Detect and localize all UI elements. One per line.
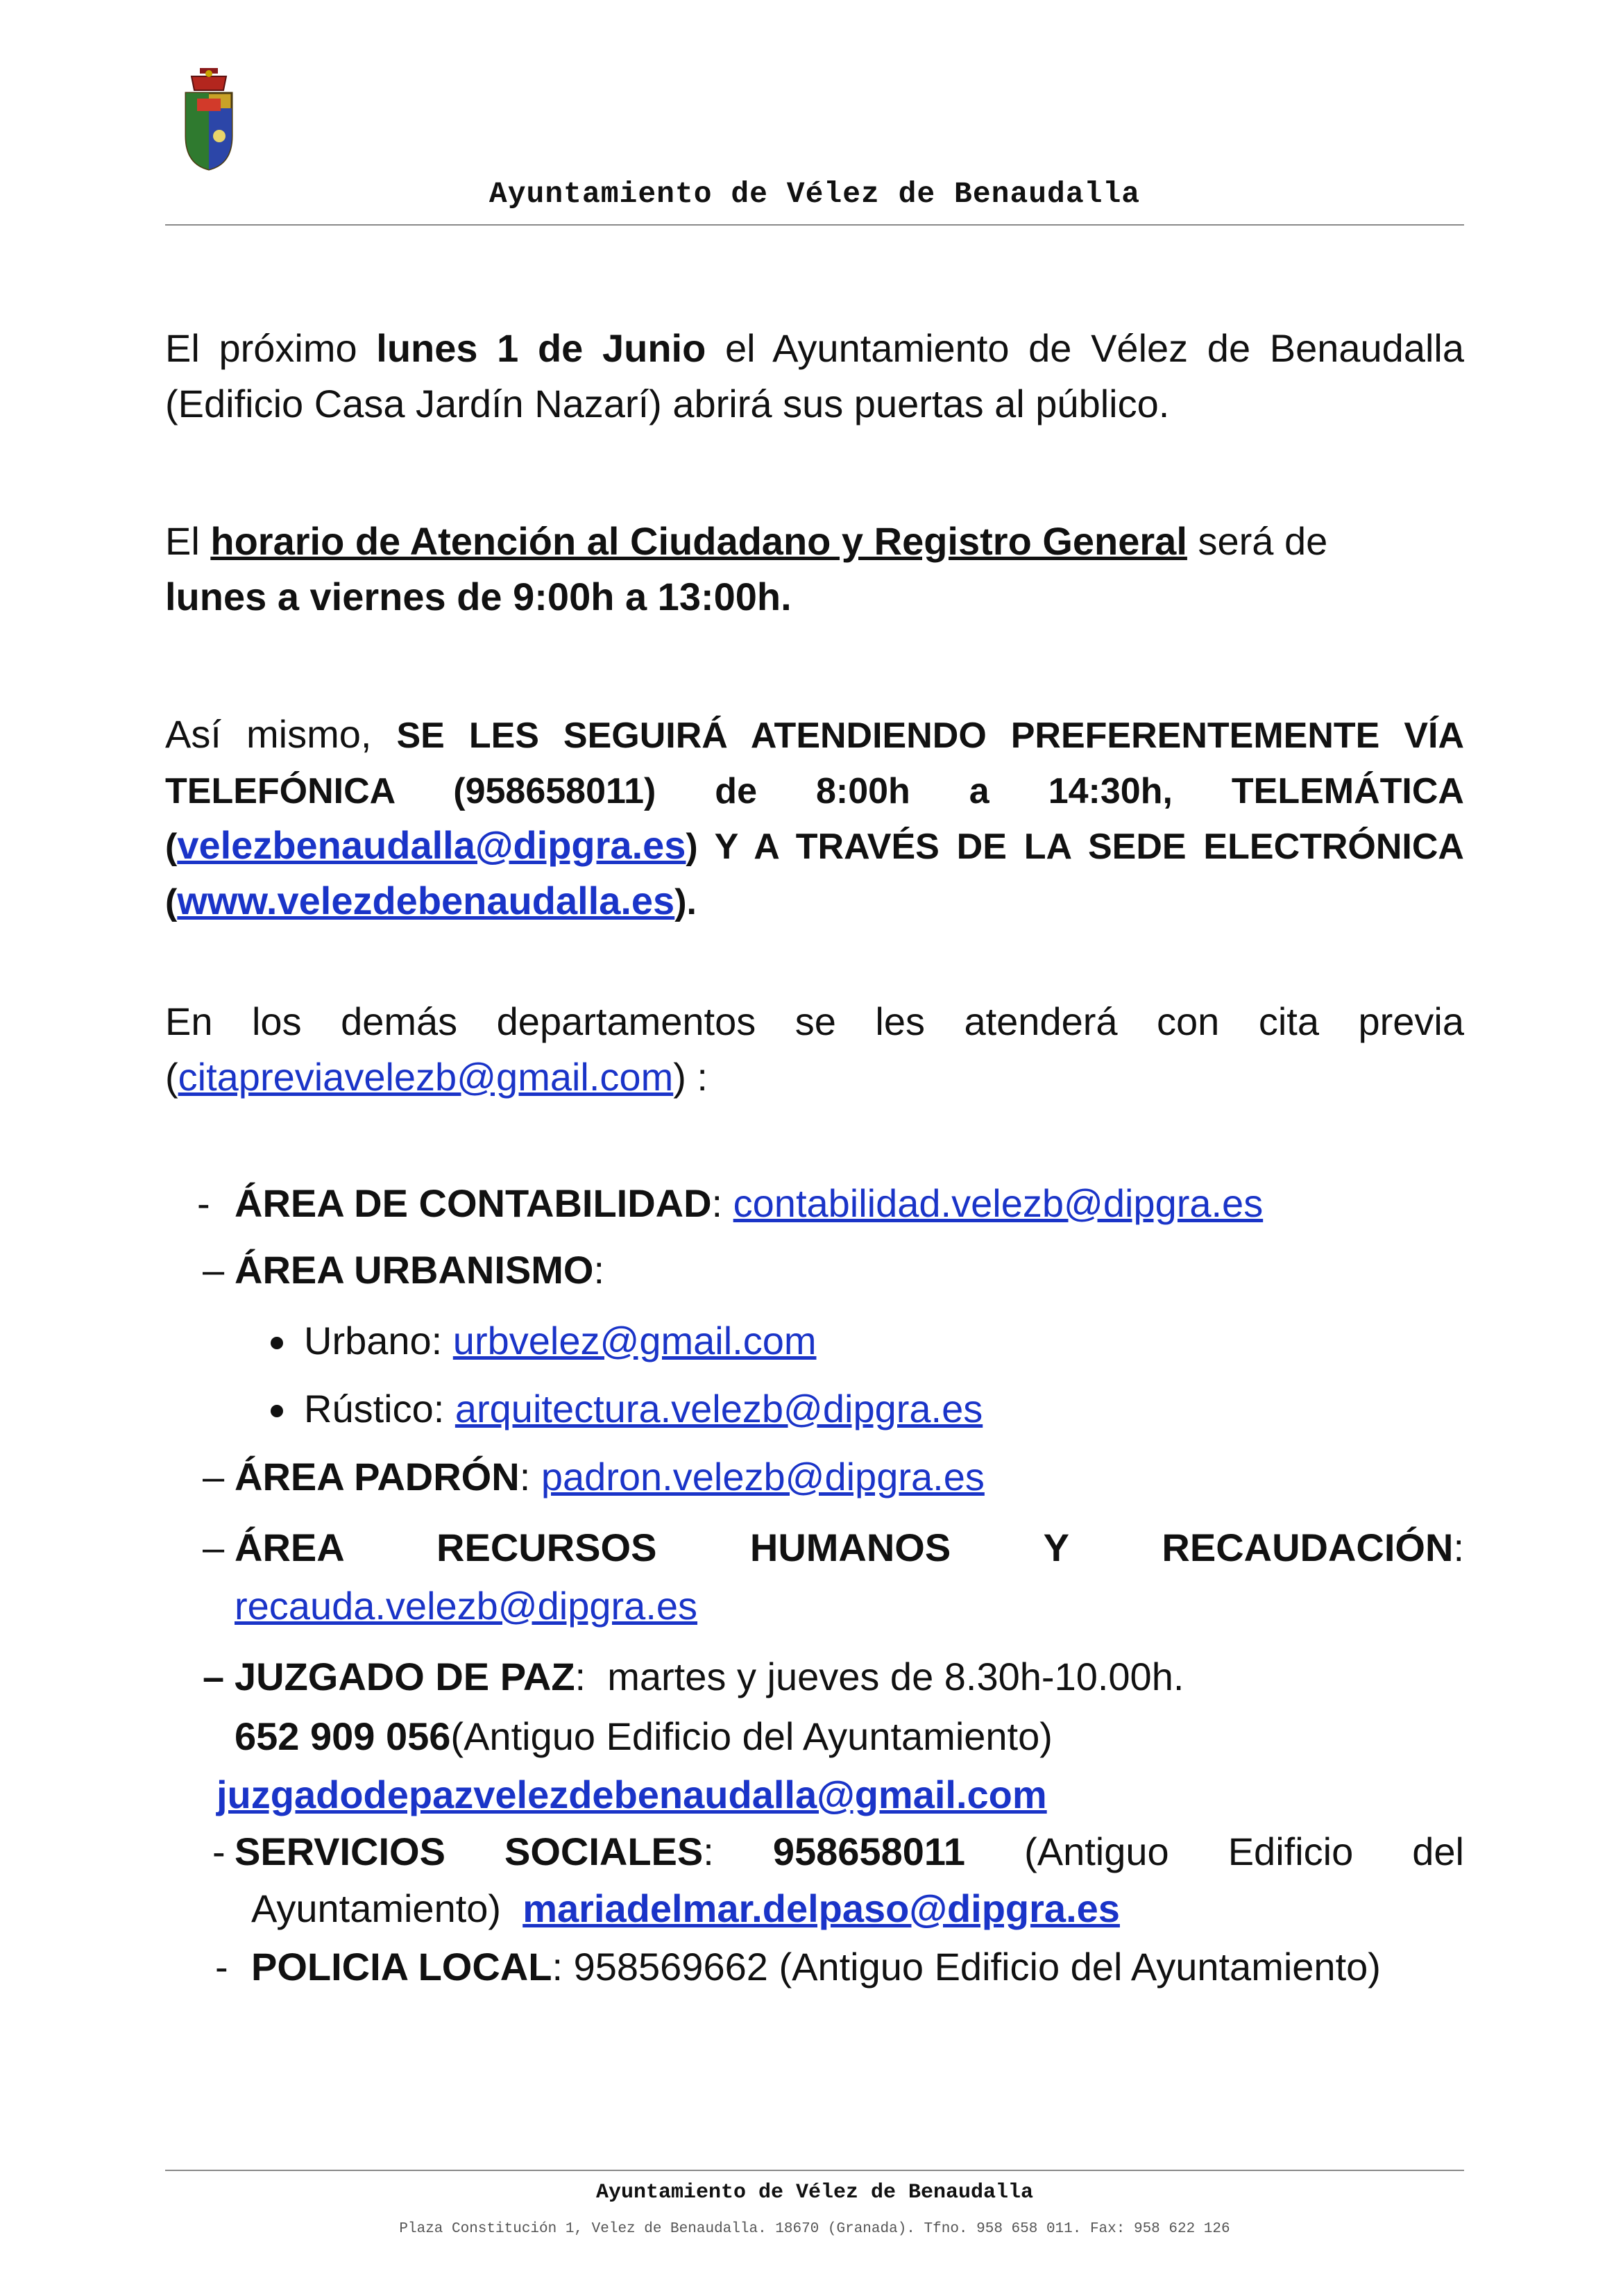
sub-item-rustico: Rústico: arquitectura.velezb@dipgra.es (304, 1387, 983, 1430)
contact-paragraph: Así mismo, SE LES SEGUIRÁ ATENDIENDO PREFERENTEMENTE VÍA TELEFÓNICA (958658011) de 8:00h a 14:30h, TELEMÁTICA (velezbenaudalla@dipgra.es) Y A TRAVÉS DE LA SEDE ELECTRÓNICA (www.velezdebenaudalla.es). (165, 712, 1464, 922)
list-item-rrhh-email (235, 1578, 697, 1634)
appointment-email-link[interactable]: citapreviavelezb@gmail.com (178, 1055, 674, 1099)
footer-divider (165, 2170, 1464, 2171)
schedule-paragraph: El horario de Atención al Ciudadano y Registro General será de lunes a viernes de 9:00h a 13:00h. (165, 519, 1328, 618)
list-item-padron: ÁREA PADRÓN: padron.velezb@dipgra.es (235, 1455, 985, 1499)
list-item-juzgado: JUZGADO DE PAZ: martes y jueves de 8.30h-10.00h. (235, 1655, 1184, 1698)
list-item-servicios: SERVICIOS SOCIALES: 958658011 (Antiguo Edificio del (235, 1830, 1464, 1873)
header-divider (165, 224, 1464, 226)
list-item-contabilidad: ÁREA DE CONTABILIDAD: contabilidad.velezb@dipgra.es (235, 1181, 1264, 1225)
website-link[interactable]: www.velezdebenaudalla.es (177, 879, 675, 922)
juzgado-contact: 652 909 056(Antiguo Edificio del Ayuntamiento) (235, 1714, 1053, 1758)
list-item-urbanismo: ÁREA URBANISMO: (235, 1248, 605, 1292)
bullet-icon (271, 1405, 283, 1417)
appointment-paragraph: En los demás departamentos se les atenderá con cita previa (citapreviavelezb@gmail.com) : (165, 999, 1464, 1099)
list-marker: - (215, 1945, 228, 1989)
servicios-email-line: Ayuntamiento) mariadelmar.delpaso@dipgra.es (251, 1886, 1120, 1930)
opening-paragraph: El próximo lunes 1 de Junio el Ayuntamiento de Vélez de Benaudalla (Edificio Casa Jardín Nazarí) abrirá sus puertas al público. (165, 326, 1464, 425)
coat-of-arms-icon (179, 67, 239, 172)
rrhh-email-link[interactable]: recauda.velezb@dipgra.es (235, 1584, 698, 1628)
header-title: Ayuntamiento de Vélez de Benaudalla (488, 177, 1141, 211)
footer-title: Ayuntamiento de Vélez de Benaudalla (595, 2181, 1034, 2204)
list-marker: - (212, 1830, 226, 1873)
servicios-email-link[interactable]: mariadelmar.delpaso@dipgra.es (522, 1886, 1120, 1930)
contabilidad-email-link[interactable]: contabilidad.velezb@dipgra.es (733, 1181, 1264, 1225)
sub-item-urbano: Urbano: urbvelez@gmail.com (304, 1319, 817, 1362)
list-marker: - (197, 1181, 210, 1225)
padron-email-link[interactable]: padron.velezb@dipgra.es (541, 1455, 985, 1499)
juzgado-email-line (216, 1767, 1047, 1823)
list-item-policia: POLICIA LOCAL: 958569662 (Antiguo Edificio del Ayuntamiento) (251, 1945, 1381, 1989)
rustico-email-link[interactable]: arquitectura.velezb@dipgra.es (454, 1387, 983, 1430)
bullet-icon (271, 1337, 283, 1349)
footer-address: Plaza Constitución 1, Velez de Benaudalla. 18670 (Granada). Tfno. 958 658 011. Fax: 958 622 126 (399, 2221, 1230, 2237)
list-marker: – (203, 1526, 225, 1569)
urbano-email-link[interactable]: urbvelez@gmail.com (452, 1319, 817, 1362)
list-marker: – (203, 1248, 225, 1292)
list-marker: – (203, 1455, 225, 1499)
list-marker: – (203, 1655, 225, 1698)
list-item-rrhh: ÁREA RECURSOS HUMANOS Y RECAUDACIÓN: (235, 1526, 1464, 1569)
juzgado-email-link[interactable]: juzgadodepazvelezdebenaudalla@gmail.com (216, 1773, 1047, 1816)
general-email-link[interactable]: velezbenaudalla@dipgra.es (177, 823, 686, 867)
